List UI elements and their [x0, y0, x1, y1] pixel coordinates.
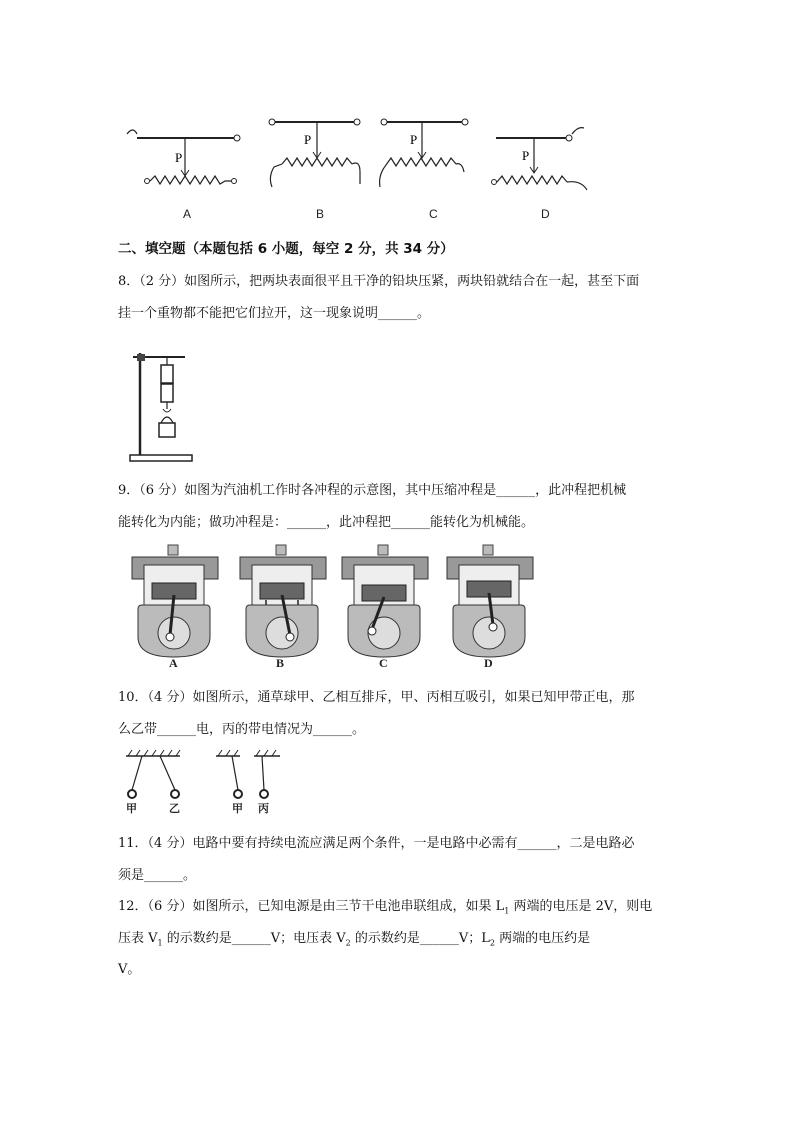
- rheostat-diagram-b: [262, 112, 382, 192]
- q12-line-2-part-d: 两端的电压约是: [495, 931, 591, 946]
- pointer-label-d: P: [522, 148, 530, 163]
- q10-line-2: 么乙带______电，丙的带电情况为______。: [118, 722, 366, 737]
- section-title: 二、填空题（本题包括 6 小题，每空 2 分，共 34 分）: [118, 241, 454, 257]
- pith-balls-diagram: [120, 750, 290, 800]
- pointer-label-b: P: [304, 132, 312, 147]
- q12-v1-subscript: 1: [157, 938, 163, 948]
- q12-l1-subscript: 1: [504, 906, 510, 916]
- option-label-b: B: [316, 207, 325, 221]
- q12-l2-subscript: 2: [489, 938, 496, 948]
- engine-label-d: D: [484, 656, 493, 670]
- option-label-c: C: [429, 207, 438, 221]
- q11-line-1: 11．（4 分）电路中要有持续电流应满足两个条件，一是电路中必需有______，二是电路必: [118, 836, 635, 851]
- pointer-label-a: P: [175, 150, 183, 165]
- engine-diagram-a: [130, 545, 220, 663]
- q12-line-1-part-b: 两端的电压是 2V，则电: [509, 899, 653, 914]
- ball-label-yi: 乙: [169, 803, 180, 815]
- q11-line-2: 须是______。: [118, 868, 197, 883]
- rheostat-diagram-d: [486, 120, 606, 200]
- q12-line-2-part-c: 的示数约是______V；L: [350, 931, 490, 946]
- rheostat-diagram-a: [125, 120, 245, 200]
- rheostat-diagram-c: [374, 112, 494, 192]
- q12-line-1: [118, 895, 678, 916]
- q12-line-2-part-a: 压表 V: [118, 931, 158, 946]
- option-label-a: A: [183, 207, 192, 221]
- q9-line-1: 9．（6 分）如图为汽油机工作时各冲程的示意图，其中压缩冲程是______，此冲程把机械: [118, 483, 627, 498]
- q9-line-2: 能转化为内能；做功冲程是：______，此冲程把______能转化为机械能。: [118, 515, 535, 530]
- engine-label-a: A: [169, 656, 178, 670]
- option-label-d: D: [541, 207, 550, 221]
- ball-label-jia-1: 甲: [126, 803, 137, 815]
- q12-line-2-part-b: 的示数约是______V；电压表 V: [162, 931, 346, 946]
- q12-v2-subscript: 2: [345, 938, 351, 948]
- q8-line-1: 8．（2 分）如图所示，把两块表面很平且干净的铅块压紧，两块铅就结合在一起，甚至下面: [118, 274, 640, 289]
- engine-label-b: B: [276, 656, 285, 670]
- engine-diagram-b: [238, 545, 328, 663]
- q12-line-2: [118, 927, 678, 948]
- q12-line-3: V。: [118, 962, 141, 977]
- q12-line-1-part-a: 12．（6 分）如图所示，已知电源是由三节干电池串联组成，如果 L: [118, 899, 505, 914]
- q8-line-2: 挂一个重物都不能把它们拉开，这一现象说明______。: [118, 306, 431, 321]
- pointer-label-c: P: [410, 132, 418, 147]
- lead-blocks-stand-diagram: [125, 335, 205, 465]
- engine-label-c: C: [379, 656, 388, 670]
- q10-line-1: 10．（4 分）如图所示，通草球甲、乙相互排斥，甲、丙相互吸引，如果已知甲带正电，那: [118, 690, 635, 705]
- engine-diagram-c: [340, 545, 430, 663]
- ball-label-bing: 丙: [258, 803, 269, 815]
- engine-diagram-d: [445, 545, 535, 663]
- ball-label-jia-2: 甲: [232, 803, 243, 815]
